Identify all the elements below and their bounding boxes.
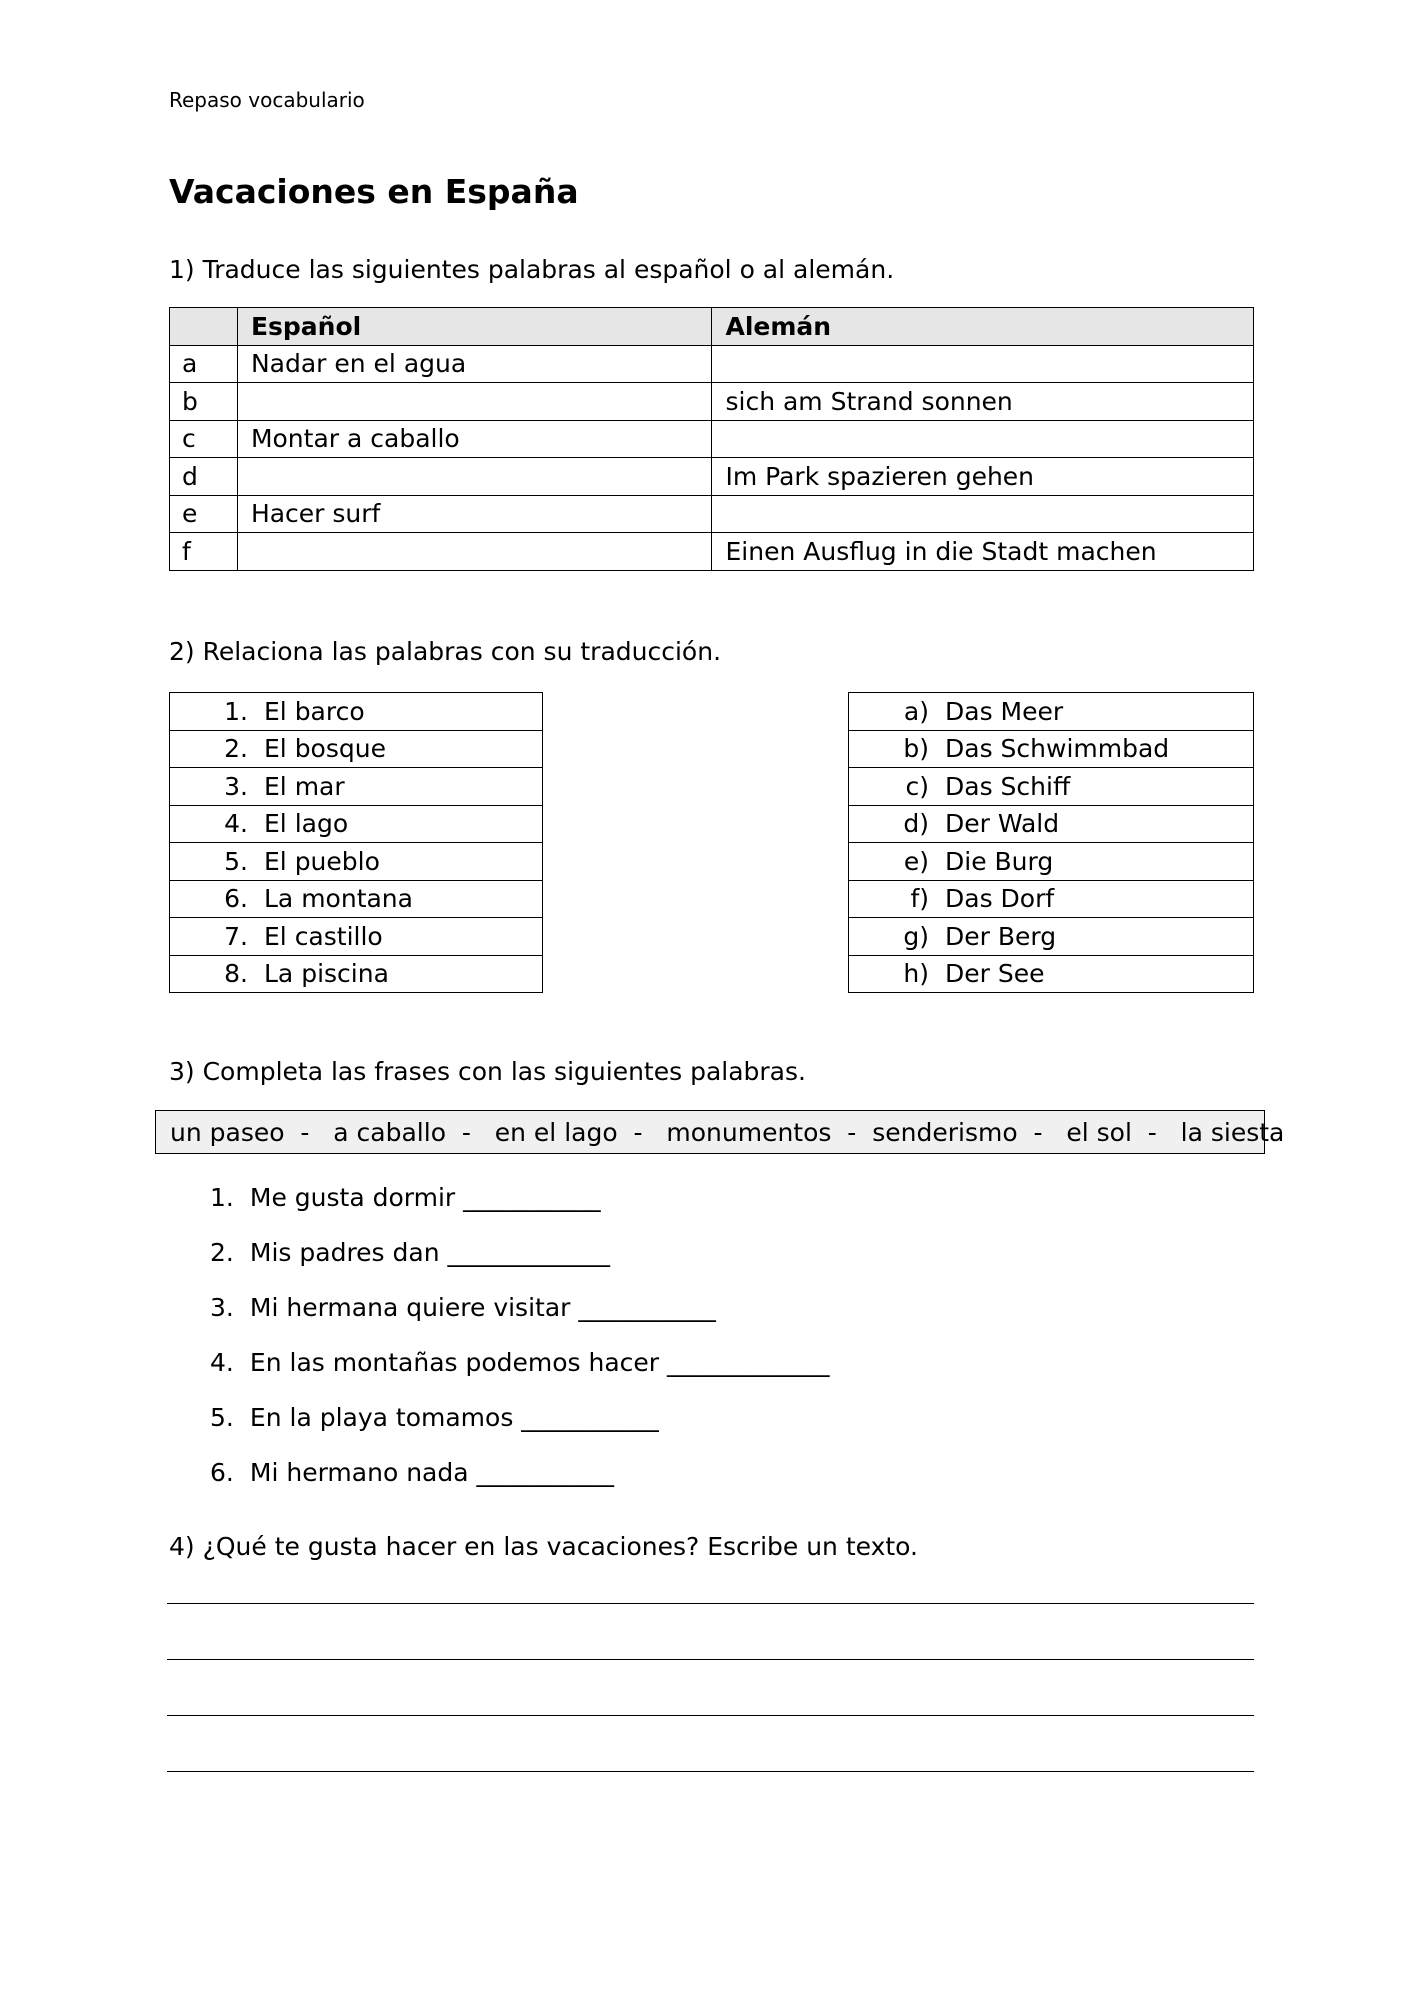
writing-line[interactable] — [167, 1603, 1254, 1604]
item-letter: g) — [903, 921, 929, 951]
table-row — [170, 420, 1254, 458]
item-letter: c) — [905, 771, 929, 801]
item-text: El mar — [264, 771, 345, 801]
list-item[interactable] — [170, 918, 543, 956]
sentence-number: 5. — [210, 1403, 234, 1432]
spanish-word-list — [169, 692, 543, 993]
list-item[interactable] — [849, 768, 1254, 806]
sentence-number: 3. — [210, 1293, 234, 1322]
list-item[interactable] — [849, 693, 1254, 731]
word-bank: un paseo - a caballo - en el lago - monumentos - senderismo - el sol - la siesta — [155, 1110, 1265, 1154]
cell-espanol[interactable]: Nadar en el agua — [237, 345, 712, 383]
item-number: 5. — [224, 846, 248, 876]
item-text: El bosque — [264, 734, 386, 764]
sentence-item[interactable] — [210, 1293, 716, 1322]
item-number: 8. — [224, 959, 248, 989]
item-text: Die Burg — [945, 846, 1054, 876]
item-number: 2. — [224, 734, 248, 764]
german-word-list — [848, 692, 1254, 993]
table-row — [170, 345, 1254, 383]
list-item[interactable] — [849, 880, 1254, 918]
item-letter: e) — [903, 846, 929, 876]
cell-aleman[interactable]: Im Park spazieren gehen — [712, 458, 1254, 496]
row-letter: b — [170, 383, 238, 421]
item-number: 6. — [224, 884, 248, 914]
item-text: Das Meer — [945, 696, 1064, 726]
sentence-text: En la playa tomamos ___________ — [249, 1403, 659, 1432]
list-item[interactable] — [849, 805, 1254, 843]
sentence-number: 4. — [210, 1348, 234, 1377]
item-number: 1. — [224, 696, 248, 726]
cell-aleman[interactable] — [712, 495, 1254, 533]
item-text: El barco — [264, 696, 365, 726]
list-item[interactable] — [170, 768, 543, 806]
q3-prompt: 3) Completa las frases con las siguientes palabras. — [169, 1057, 806, 1086]
translation-table — [169, 307, 1254, 571]
item-text: Der Berg — [945, 921, 1057, 951]
q2-prompt: 2) Relaciona las palabras con su traducción. — [169, 637, 722, 666]
sentence-text: Mi hermano nada ___________ — [249, 1458, 614, 1487]
sentence-item[interactable] — [210, 1403, 659, 1432]
cell-aleman[interactable]: sich am Strand sonnen — [712, 383, 1254, 421]
item-number: 3. — [224, 771, 248, 801]
sentence-number: 6. — [210, 1458, 234, 1487]
col-header-letter — [170, 308, 238, 346]
row-letter: a — [170, 345, 238, 383]
sentence-number: 1. — [210, 1183, 234, 1212]
cell-aleman[interactable] — [712, 420, 1254, 458]
table-row — [170, 495, 1254, 533]
col-header-espanol: Español — [237, 308, 712, 346]
item-number: 7. — [224, 921, 248, 951]
sentence-number: 2. — [210, 1238, 234, 1267]
translation-table-header — [170, 308, 1254, 346]
list-item[interactable] — [170, 955, 543, 993]
q1-prompt: 1) Traduce las siguientes palabras al español o al alemán. — [169, 255, 895, 284]
table-row — [170, 383, 1254, 421]
writing-line[interactable] — [167, 1659, 1254, 1660]
row-letter: f — [170, 533, 238, 571]
item-text: Der Wald — [945, 809, 1060, 839]
header-text: Repaso vocabulario — [169, 88, 365, 112]
list-item[interactable] — [849, 955, 1254, 993]
item-text: Das Schiff — [945, 771, 1071, 801]
cell-espanol[interactable] — [237, 383, 712, 421]
cell-espanol[interactable] — [237, 458, 712, 496]
list-item[interactable] — [170, 693, 543, 731]
q4-prompt: 4) ¿Qué te gusta hacer en las vacaciones? Escribe un texto. — [169, 1532, 918, 1561]
sentence-item[interactable] — [210, 1458, 614, 1487]
item-letter: f) — [910, 884, 929, 914]
sentence-text: Me gusta dormir ___________ — [249, 1183, 601, 1212]
cell-espanol[interactable]: Montar a caballo — [237, 420, 712, 458]
writing-line[interactable] — [167, 1771, 1254, 1772]
cell-espanol[interactable]: Hacer surf — [237, 495, 712, 533]
sentence-text: Mis padres dan _____________ — [249, 1238, 611, 1267]
list-item[interactable] — [170, 880, 543, 918]
list-item[interactable] — [170, 730, 543, 768]
item-text: Der See — [945, 959, 1045, 989]
list-item[interactable] — [849, 730, 1254, 768]
item-text: El lago — [264, 809, 349, 839]
item-text: La montana — [264, 884, 413, 914]
list-item[interactable] — [170, 805, 543, 843]
sentence-text: En las montañas podemos hacer _____________ — [249, 1348, 830, 1377]
item-letter: a) — [903, 696, 929, 726]
sentence-item[interactable] — [210, 1238, 610, 1267]
table-row — [170, 533, 1254, 571]
item-letter: h) — [903, 959, 929, 989]
item-text: Das Schwimmbad — [945, 734, 1170, 764]
row-letter: c — [170, 420, 238, 458]
cell-aleman[interactable]: Einen Ausflug in die Stadt machen — [712, 533, 1254, 571]
sentence-item[interactable] — [210, 1348, 830, 1377]
item-letter: b) — [903, 734, 929, 764]
list-item[interactable] — [849, 843, 1254, 881]
item-letter: d) — [903, 809, 929, 839]
row-letter: d — [170, 458, 238, 496]
item-text: El castillo — [264, 921, 383, 951]
item-text: El pueblo — [264, 846, 380, 876]
col-header-aleman: Alemán — [712, 308, 1254, 346]
page-title: Vacaciones en España — [169, 172, 579, 211]
list-item[interactable] — [849, 918, 1254, 956]
writing-line[interactable] — [167, 1715, 1254, 1716]
item-text: La piscina — [264, 959, 389, 989]
table-row — [170, 458, 1254, 496]
sentence-text: Mi hermana quiere visitar ___________ — [249, 1293, 716, 1322]
row-letter: e — [170, 495, 238, 533]
item-number: 4. — [224, 809, 248, 839]
cell-espanol[interactable] — [237, 533, 712, 571]
cell-aleman[interactable] — [712, 345, 1254, 383]
list-item[interactable] — [170, 843, 543, 881]
item-text: Das Dorf — [945, 884, 1055, 914]
sentence-item[interactable] — [210, 1183, 601, 1212]
